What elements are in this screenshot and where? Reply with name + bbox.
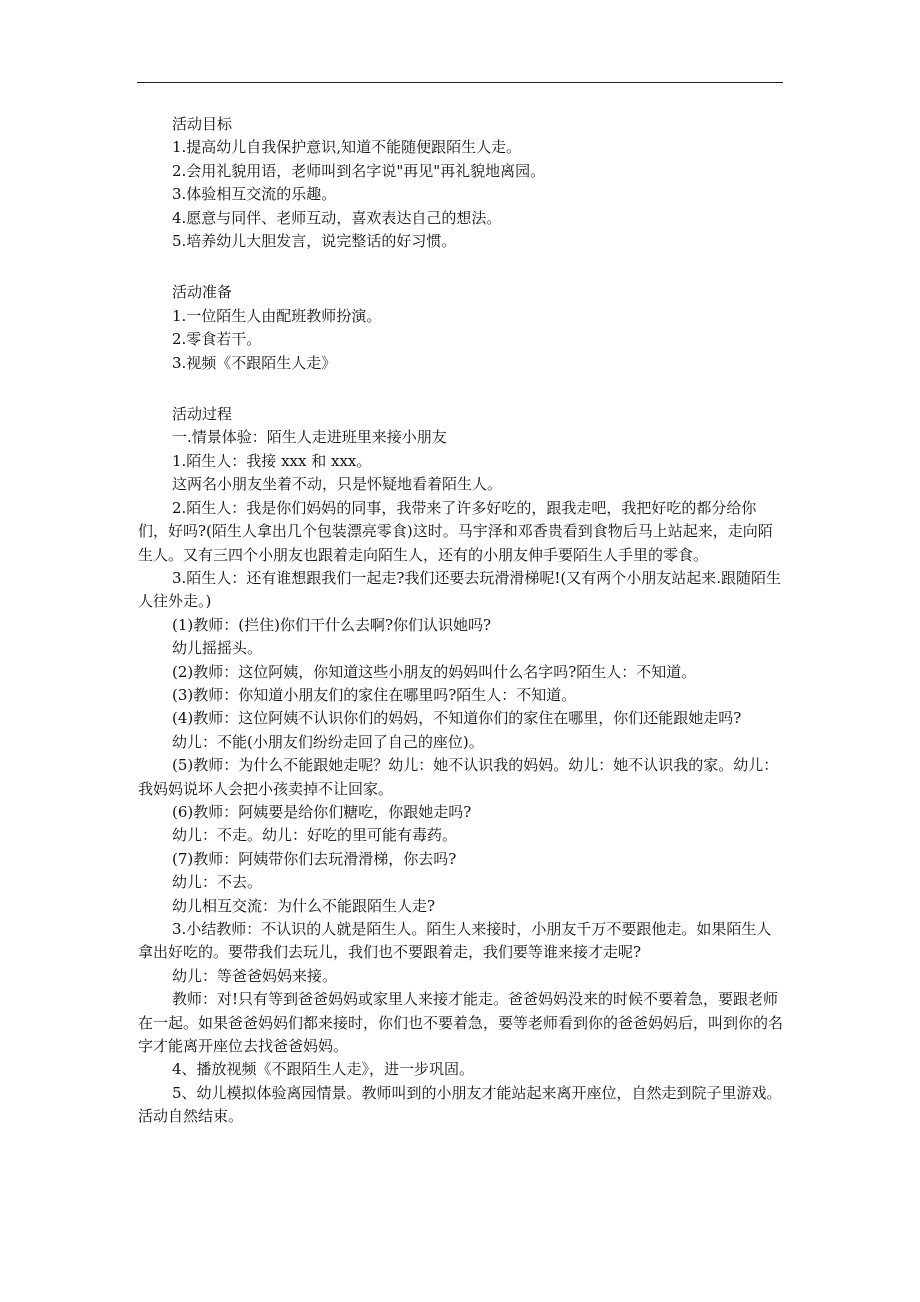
goal-item: 3.体验相互交流的乐趣。 xyxy=(172,185,337,204)
process-paragraph: 3.小结教师：不认识的人就是陌生人。陌生人来接时，小朋友千万不要跟他走。如果陌生人拿出好吃的。要带我们去玩儿，我们也不要跟着走，我们要等谁来接才走呢? xyxy=(138,920,772,962)
process-paragraph: 幼儿：等爸爸妈妈来接。 xyxy=(172,966,338,985)
process-paragraph: 教师：对!只有等到爸爸妈妈或家里人来接才能走。爸爸妈妈没来的时候不要着急，要跟老师在一起。如果爸爸妈妈们都来接时，你们也不要着急，要等老师看到你的爸爸妈妈后，叫到你的名字才能离开座位去找爸爸妈妈。 xyxy=(138,990,784,1056)
process-paragraph: (2)教师：这位阿姨，你知道这些小朋友的妈妈叫什么名字吗?陌生人：不知道。 xyxy=(172,662,697,681)
process-paragraph: 1.陌生人：我接 xxx 和 xxx。 xyxy=(172,451,372,470)
process-paragraph: 2.陌生人：我是你们妈妈的同事，我带来了许多好吃的，跟我走吧，我把好吃的都分给你们，好吗?(陌生人拿出几个包装漂亮零食)这时。马宇泽和邓香贵看到食物后马上站起来，走向陌生人。又有三四个小朋友也跟着走向陌生人，还有的小朋友伸手要陌生人手里的零食。 xyxy=(138,498,773,564)
process-paragraph: (7)教师：阿姨带你们去玩滑滑梯，你去吗? xyxy=(172,849,457,868)
process-paragraph: (6)教师：阿姨要是给你们糖吃，你跟她走吗? xyxy=(172,802,472,821)
process-paragraph: (1)教师：(拦住)你们干什么去啊?你们认识她吗? xyxy=(172,615,492,634)
process-paragraph: 幼儿：不去。 xyxy=(172,873,263,892)
process-paragraph: (3)教师：你知道小朋友们的家住在哪里吗?陌生人：不知道。 xyxy=(172,685,577,704)
preparation-item: 3.视频《不跟陌生人走》 xyxy=(172,353,337,372)
process-paragraph: 5、幼儿模拟体验离园情景。教师叫到的小朋友才能站起来离开座位，自然走到院子里游戏。活动自然结束。 xyxy=(138,1083,782,1126)
process-paragraph: 幼儿相互交流：为什么不能跟陌生人走? xyxy=(172,896,436,915)
process-paragraph: 3.陌生人：还有谁想跟我们一起走?我们还要去玩滑滑梯呢!(又有两个小朋友站起来.跟随陌生人往外走。) xyxy=(138,568,782,611)
section-gap xyxy=(138,375,784,403)
process-paragraph: 这两名小朋友坐着不动，只是怀疑地看着陌生人。 xyxy=(172,475,503,494)
section-heading-process: 活动过程 xyxy=(172,405,233,424)
document-body xyxy=(138,113,784,1129)
goal-item: 5.培养幼儿大胆发言，说完整话的好习惯。 xyxy=(172,232,457,251)
goal-item: 2.会用礼貌用语，老师叫到名字说"再见"再礼貌地离园。 xyxy=(172,161,546,180)
preparation-item: 1.一位陌生人由配班教师扮演。 xyxy=(172,306,382,325)
process-paragraph: (5)教师：为什么不能跟她走呢？幼儿：她不认识我的妈妈。幼儿：她不认识我的家。幼儿：我妈妈说坏人会把小孩卖掉不让回家。 xyxy=(138,756,779,798)
section-heading-preparation: 活动准备 xyxy=(172,283,233,302)
process-paragraph: (4)教师：这位阿姨不认识你们的妈妈，不知道你们的家住在哪里，你们还能跟她走吗? xyxy=(172,709,742,728)
goal-item: 1.提高幼儿自我保护意识,知道不能随便跟陌生人走。 xyxy=(172,138,522,157)
section-heading-goals: 活动目标 xyxy=(172,115,233,133)
process-paragraph: 幼儿：不走。幼儿：好吃的里可能有毒药。 xyxy=(172,826,458,845)
process-paragraph: 幼儿摇摇头。 xyxy=(172,639,263,658)
process-paragraph: 幼儿：不能(小朋友们纷纷走回了自己的座位)。 xyxy=(172,732,484,751)
process-paragraph: 一.情景体验：陌生人走进班里来接小朋友 xyxy=(172,428,447,447)
goal-item: 4.愿意与同伴、老师互动，喜欢表达自己的想法。 xyxy=(172,208,502,227)
process-paragraph: 4、播放视频《不跟陌生人走》，进一步巩固。 xyxy=(172,1060,475,1079)
header-rule xyxy=(137,82,783,83)
preparation-item: 2.零食若干。 xyxy=(172,330,262,349)
section-gap xyxy=(138,253,784,281)
